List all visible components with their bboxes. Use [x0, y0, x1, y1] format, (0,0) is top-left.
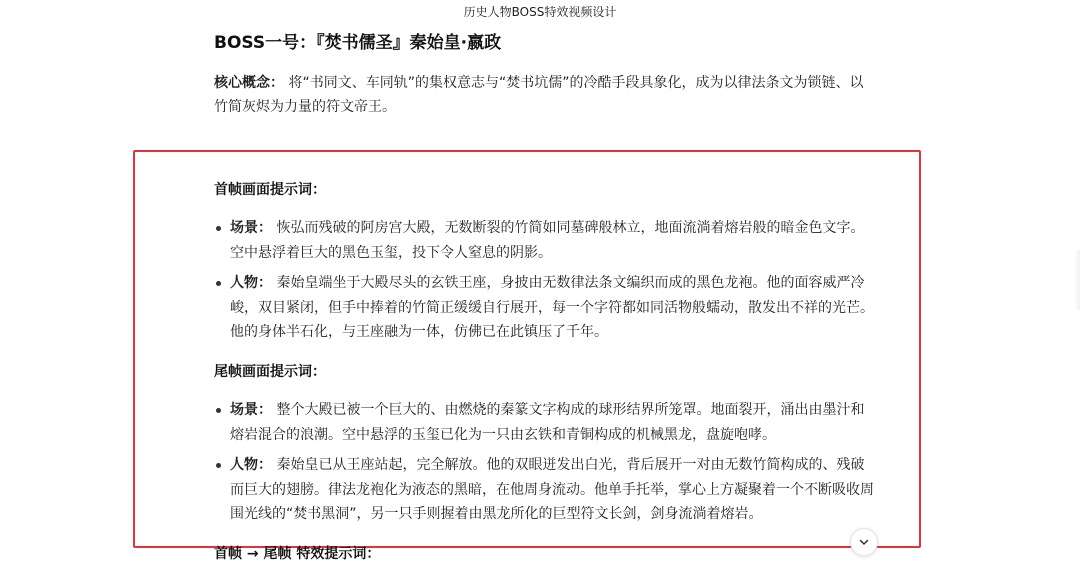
last-frame-character-item	[214, 453, 874, 527]
first-frame-heading: 首帧画面提示词：	[214, 182, 326, 198]
bullet-text: 恢弘而残破的阿房宫大殿，无数断裂的竹简如同墓碑般林立，地面流淌着熔岩般的暗金色文字。空中悬浮着巨大的黑色玉玺，投下令人窒息的阴影。	[230, 220, 865, 261]
core-concept-label: 核心概念：	[214, 75, 284, 91]
chevron-down-icon	[858, 536, 870, 548]
bullet-label: 人物：	[230, 275, 272, 291]
first-frame-scene-item	[214, 216, 874, 265]
boss-heading: BOSS一号：『焚书儒圣』秦始皇·嬴政	[214, 33, 502, 53]
bullet-label: 场景：	[230, 402, 272, 418]
last-frame-scene-item	[214, 398, 874, 447]
bullet-text: 秦始皇已从王座站起，完全解放。他的双眼迸发出白光，背后展开一对由无数竹简构成的、残破而巨大的翅膀。律法龙袍化为液态的黑暗，在他周身流动。他单手托举，掌心上方凝聚着一个不断吸收周围光线的“焚书黑洞”，另一只手则握着由黑龙所化的巨型符文长剑，剑身流淌着熔岩。	[230, 457, 874, 522]
last-frame-heading: 尾帧画面提示词：	[214, 364, 326, 380]
core-concept-paragraph	[214, 71, 874, 119]
first-frame-character-item	[214, 271, 874, 345]
scroll-down-button[interactable]	[850, 528, 878, 556]
core-concept-text: 将“书同文、车同轨”的集权意志与“焚书坑儒”的冷酷手段具象化，成为以律法条文为锁链、以竹简灰烬为力量的符文帝王。	[214, 75, 864, 115]
edge-shadow	[1074, 250, 1080, 310]
bullet-text: 整个大殿已被一个巨大的、由燃烧的秦篆文字构成的球形结界所笼罩。地面裂开，涌出由墨汁和熔岩混合的浪潮。空中悬浮的玉玺已化为一只由玄铁和青铜构成的机械黑龙，盘旋咆哮。	[230, 402, 865, 443]
effects-prompt-heading: 首帧 → 尾帧 特效提示词：	[214, 546, 381, 562]
document-title: 历史人物BOSS特效视频设计	[463, 5, 617, 19]
bullet-label: 人物：	[230, 457, 272, 473]
bullet-label: 场景：	[230, 220, 272, 236]
bullet-text: 秦始皇端坐于大殿尽头的玄铁王座，身披由无数律法条文编织而成的黑色龙袍。他的面容威严冷峻，双目紧闭，但手中捧着的竹简正缓缓自行展开，每一个字符都如同活物般蠕动，散发出不祥的光芒。他的身体半石化，与王座融为一体，仿佛已在此镇压了千年。	[230, 275, 874, 340]
